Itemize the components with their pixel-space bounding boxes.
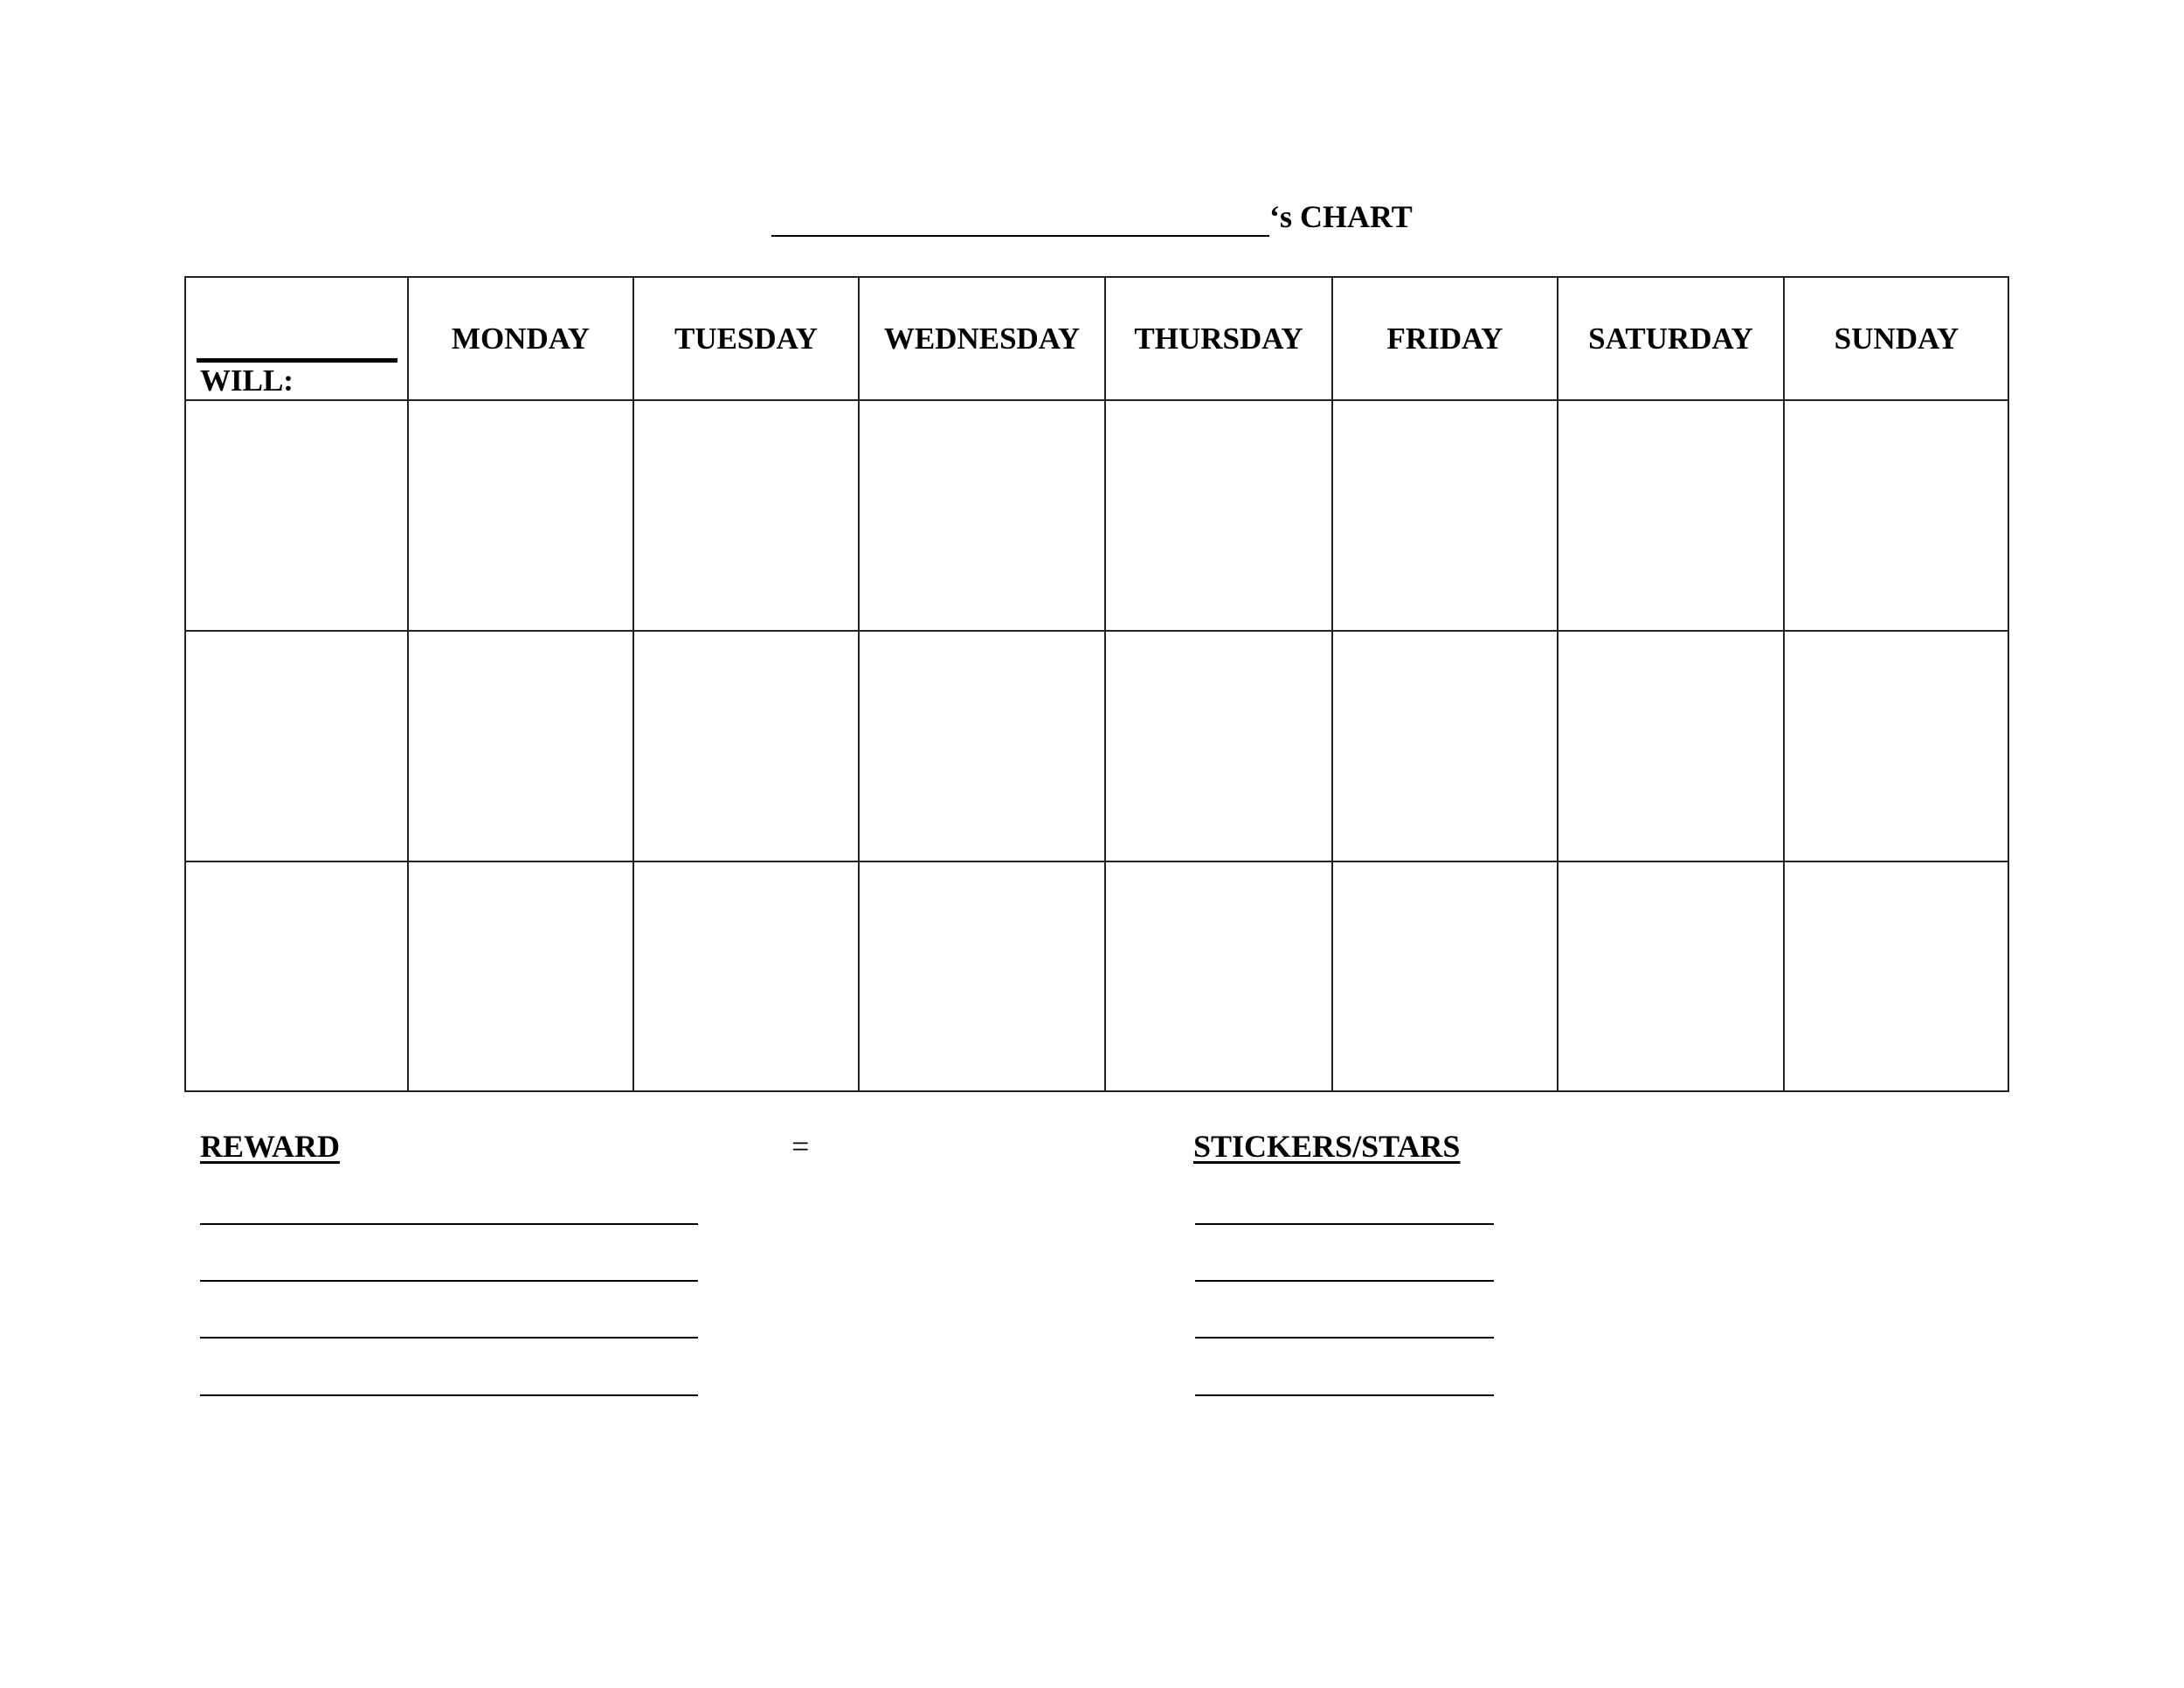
day-cell[interactable] [1332, 400, 1558, 631]
day-cell[interactable] [1558, 400, 1784, 631]
day-cell[interactable] [1558, 861, 1784, 1092]
day-header-sunday: SUNDAY [1834, 322, 1959, 356]
day-cell[interactable] [1332, 861, 1558, 1092]
day-cell[interactable] [633, 631, 859, 861]
stickers-blank-line[interactable] [1195, 1337, 1494, 1339]
stickers-blank-line[interactable] [1195, 1223, 1494, 1225]
day-header-saturday: SATURDAY [1588, 322, 1753, 356]
day-cell[interactable] [1332, 631, 1558, 861]
stickers-blank-line[interactable] [1195, 1394, 1494, 1396]
day-header-monday: MONDAY [451, 322, 591, 356]
day-header-tuesday: TUESDAY [674, 322, 819, 356]
task-cell[interactable] [186, 861, 408, 1092]
day-cell[interactable] [1105, 861, 1332, 1092]
equals-sign: = [791, 1129, 810, 1164]
stickers-blank-line[interactable] [1195, 1280, 1494, 1282]
task-cell[interactable] [186, 631, 408, 861]
reward-blank-line[interactable] [200, 1223, 698, 1225]
day-header-friday: FRIDAY [1386, 322, 1503, 356]
name-blank-line [771, 235, 1269, 237]
day-cell[interactable] [1784, 631, 2009, 861]
chart-title: ‘s CHART [1269, 199, 1413, 234]
day-cell[interactable] [1105, 631, 1332, 861]
day-cell[interactable] [859, 631, 1105, 861]
day-cell[interactable] [859, 861, 1105, 1092]
day-cell[interactable] [408, 861, 633, 1092]
weekly-chart-grid [184, 276, 2009, 1092]
reward-label: REWARD [200, 1129, 341, 1164]
day-header-wednesday: WEDNESDAY [883, 322, 1081, 356]
day-header-thursday: THURSDAY [1134, 322, 1303, 356]
reward-blank-line[interactable] [200, 1337, 698, 1339]
day-cell[interactable] [859, 400, 1105, 631]
task-cell[interactable] [186, 400, 408, 631]
reward-blank-line[interactable] [200, 1394, 698, 1396]
day-cell[interactable] [633, 400, 859, 631]
day-cell[interactable] [1784, 400, 2009, 631]
day-cell[interactable] [1558, 631, 1784, 861]
will-label: WILL: [200, 363, 294, 398]
day-cell[interactable] [1105, 400, 1332, 631]
day-cell[interactable] [633, 861, 859, 1092]
day-cell[interactable] [1784, 861, 2009, 1092]
day-cell[interactable] [408, 631, 633, 861]
stickers-stars-label: STICKERS/STARS [1193, 1129, 1461, 1164]
reward-blank-line[interactable] [200, 1280, 698, 1282]
day-cell[interactable] [408, 400, 633, 631]
